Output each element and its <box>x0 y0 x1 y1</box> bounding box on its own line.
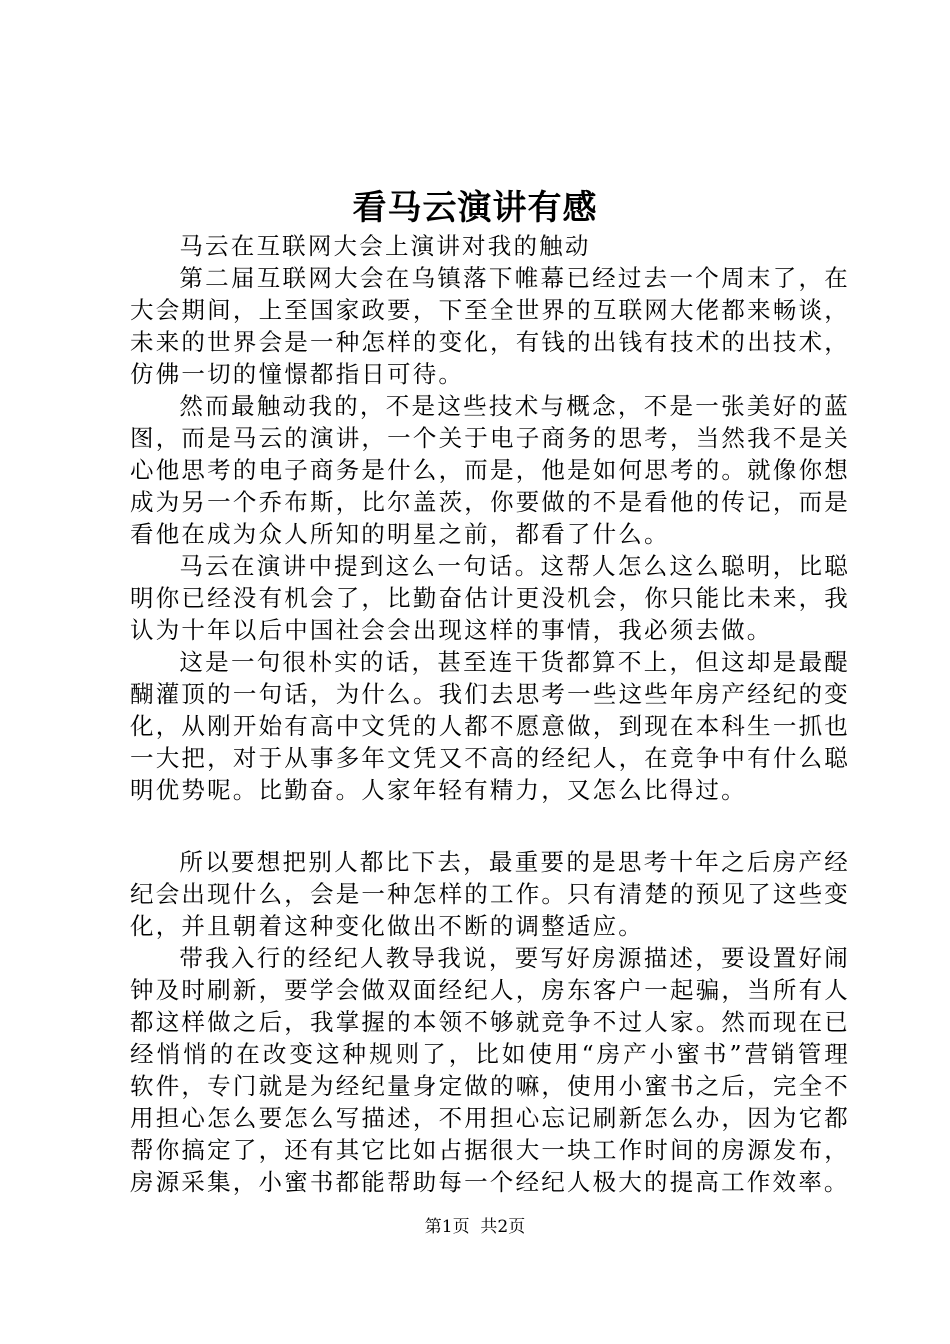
paragraph: 这是一句很朴实的话，甚至连干货都算不上，但这却是最醍醐灌顶的一句话，为什么。我们去思考一些这些年房产经纪的变化，从刚开始有高中文凭的人都不愿意做，到现在本科生一抓也一大把，对于从事多年文凭又不高的经纪人，在竞争中有什么聪明优势呢。比勤奋。人家年轻有精力，又怎么比得过。 <box>130 648 850 804</box>
paragraph: 马云在演讲中提到这么一句话。这帮人怎么这么聪明，比聪明你已经没有机会了，比勤奋估计更没机会，你只能比未来，我认为十年以后中国社会会出现这样的事情，我必须去做。 <box>130 552 850 644</box>
paragraph: 第二届互联网大会在乌镇落下帷幕已经过去一个周末了，在大会期间，上至国家政要，下至全世界的互联网大佬都来畅谈，未来的世界会是一种怎样的变化，有钱的出钱有技术的出技术，仿佛一切的憧憬都指日可待。 <box>130 264 850 388</box>
paragraph: 所以要想把别人都比下去，最重要的是思考十年之后房产经纪会出现什么，会是一种怎样的工作。只有清楚的预见了这些变化，并且朝着这种变化做出不断的调整适应。 <box>130 848 850 940</box>
paragraph: 带我入行的经纪人教导我说，要写好房源描述，要设置好闹钟及时刷新，要学会做双面经纪人，房东客户一起骗，当所有人都这样做之后，我掌握的本领不够就竞争不过人家。然而现在已经悄悄的在改变这种规则了，比如使用“房产小蜜书”营销管理软件，专门就是为经纪量身定做的嘛，使用小蜜书之后，完全不用担心怎么要怎么写描述，不用担心忘记刷新怎么办，因为它都帮你搞定了，还有其它比如占据很大一块工作时间的房源发布，房源采集，小蜜书都能帮助每一个经纪人极大的提高工作效率。 <box>130 944 850 1196</box>
document-title: 看马云演讲有感 <box>352 188 598 228</box>
paragraph-subtitle: 马云在互联网大会上演讲对我的触动 <box>179 232 591 260</box>
page-number-footer: 第1页 共2页 <box>424 1217 526 1237</box>
paragraph: 然而最触动我的，不是这些技术与概念，不是一张美好的蓝图，而是马云的演讲，一个关于电子商务的思考，当然我不是关心他思考的电子商务是什么，而是，他是如何思考的。就像你想成为另一个乔布斯，比尔盖茨，你要做的不是看他的传记，而是看他在成为众人所知的明星之前，都看了什么。 <box>130 392 850 548</box>
document-body <box>130 230 850 1198</box>
